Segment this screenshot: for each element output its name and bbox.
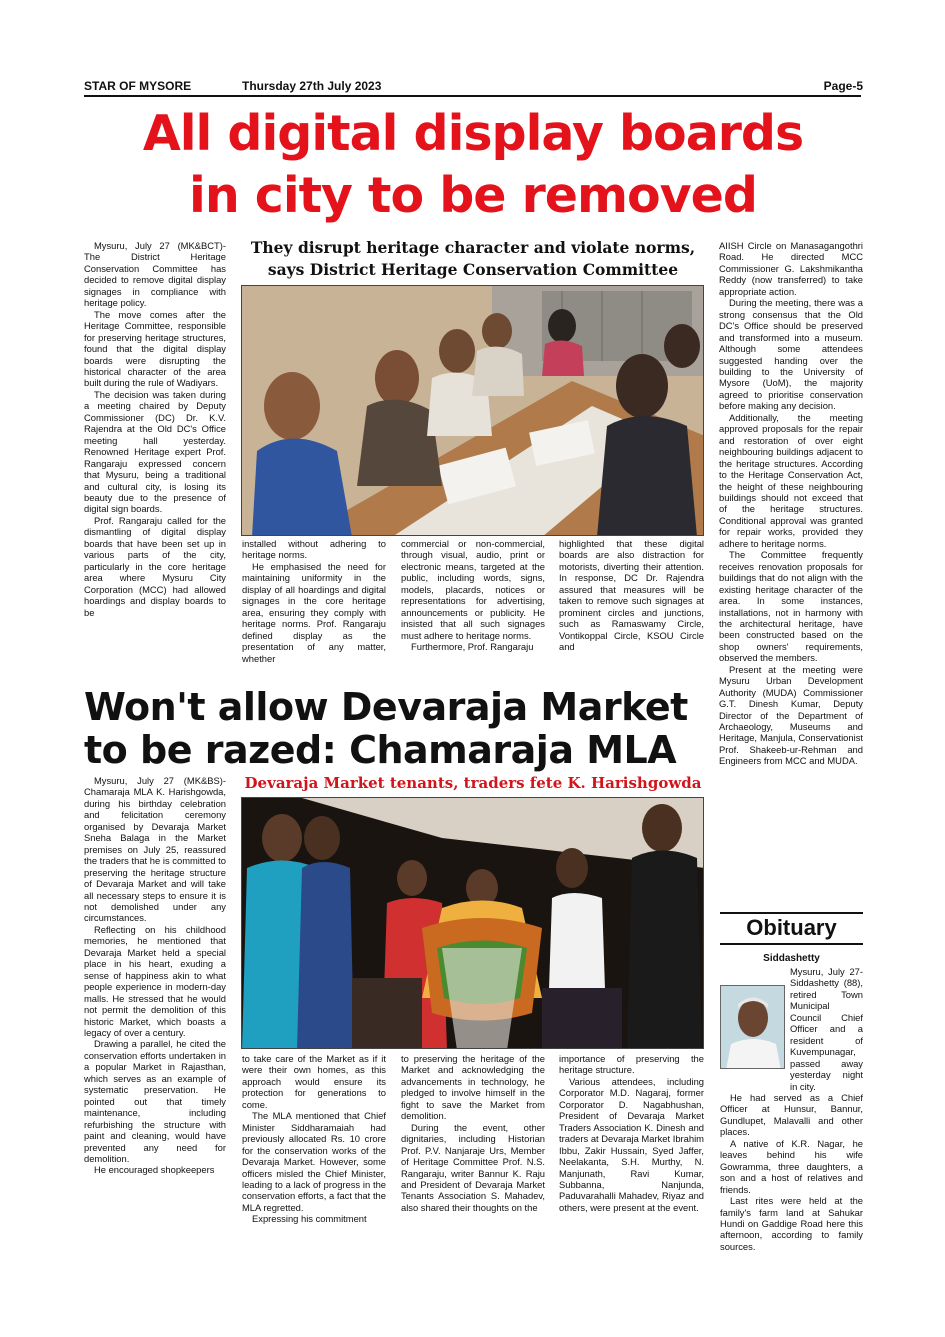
obituary-paragraph: He had served as a Chief Officer at Hunsur, Bannur, Gundlupet, Malavalli and other places. bbox=[720, 1091, 863, 1138]
paragraph: Various attendees, including Corporator M.D. Nagaraj, former Corporator D. Nagabhushan, President of Devaraja Market Traders Association K. Dinesh and traders at Devaraja Market Ibrahim Ibbu, Zakir Hussain, Syed Jaffer, Neelakanta, S.H. Murthy, N. Manjunath, Ravi Kumar, Subbanna, Nanjunda, Paduvarahalli Mahadev, Riyaz and others, were present at the event. bbox=[559, 1075, 704, 1213]
story2-column-3 bbox=[401, 1053, 545, 1213]
paper-name: STAR OF MYSORE bbox=[84, 79, 192, 93]
story1-column-2 bbox=[242, 538, 386, 664]
paragraph: commercial or non-commercial, through visual, audio, print or electronic means, targeted at the public, including words, signs, models, placards, notices or representations for advertising, announcements or publicity. He insisted that all such signages must adhere to heritage norms. bbox=[401, 538, 545, 641]
story1-subhead-line1: They disrupt heritage character and violate norms, bbox=[250, 238, 696, 257]
paragraph: to preserving the heritage of the Market and acknowledging the advancements in technology, he pledged to involve himself in the fight to save the Market from demolition. bbox=[401, 1053, 545, 1122]
story2-subhead: Devaraja Market tenants, traders fete K. Harishgowda bbox=[244, 774, 702, 792]
paragraph: Reflecting on his childhood memories, he mentioned that Devaraja Market held a special place in his heart, exuding a sense of happiness akin to what people experience in modern-day malls. He stressed that he would not permit the demolition of this historic Market, which boasts a legacy of over a century. bbox=[84, 923, 226, 1038]
story2-column-1 bbox=[84, 775, 226, 1176]
paragraph: Present at the meeting were Mysuru Urban Development Authority (MUDA) Commissioner G.T. Dinesh Kumar, Deputy Director of the Department of Archaeology, Museums and Heritage, Manjula, Conservationist Prof. Shakeeb-ur-Rehman and Engineers from MCC and MUDA. bbox=[719, 663, 863, 767]
paragraph: installed without adhering to heritage norms. bbox=[242, 538, 386, 561]
obituary-section-title: Obituary bbox=[746, 915, 837, 940]
obituary-name: Siddashetty bbox=[763, 953, 820, 964]
story1-subhead-line2: says District Heritage Conservation Committee bbox=[267, 260, 679, 279]
paragraph: He emphasised the need for maintaining uniformity in the display of all hoardings and digital signages in the core heritage area, ensuring they comply with heritage norms. Prof. Rangaraju defined display as the presentation of any matter, whether bbox=[242, 560, 386, 664]
paragraph: During the meeting, there was a strong consensus that the Old DC's Office should be preserved and transformed into a museum. Although some attendees suggested handing over the building to the University of Mysore (UoM), the majority agreed to prioritise conservation before making any decision. bbox=[719, 297, 863, 412]
felicitation-photo-illustration bbox=[242, 798, 704, 1049]
obituary-paragraph: Last rites were held at the family's farm land at Sahukar Hundi on Gaddige Road here this afternoon, according to family sources. bbox=[720, 1195, 863, 1252]
paragraph: importance of preserving the heritage structure. bbox=[559, 1053, 704, 1076]
story1-column-4 bbox=[559, 538, 704, 653]
story1-column-5 bbox=[719, 240, 863, 767]
story2-column-4 bbox=[559, 1053, 704, 1213]
obituary-bottom-rule bbox=[720, 943, 863, 945]
masthead-rule bbox=[84, 95, 861, 97]
paragraph: highlighted that these digital boards are also distraction for motorists, diverting their attention. In response, DC Dr. Rajendra assured that measures will be taken to remove such signages at prominent circles and junctions, such as Ramaswamy Circle, Vontikoppal Circle, KSOU Circle and bbox=[559, 538, 704, 653]
paragraph: Mysuru, July 27 (MK&BCT)- The District Heritage Conservation Committee has decided to remove digital display signages in compliance with heritage policy. bbox=[84, 240, 226, 309]
obituary-paragraph: A native of K.R. Nagar, he leaves behind his wife Gowramma, three daughters, a son and a host of relatives and friends. bbox=[720, 1137, 863, 1195]
obituary-lead: Mysuru, July 27- Siddashetty (88), retired Town Municipal Council Chief Officer and a resident of Kuvempunagar, passed away yesterday night in city. bbox=[790, 966, 863, 1092]
paragraph: Furthermore, Prof. Rangaraju bbox=[411, 641, 534, 653]
meeting-photo bbox=[241, 285, 704, 536]
paragraph: to take care of the Market as if it were their own homes, as this approach would ensure its protection for generations to come. bbox=[242, 1053, 386, 1110]
paragraph: Drawing a parallel, he cited the conservation efforts undertaken in a popular Market in Rajasthan, which serves as an example of systematic preservation. He pointed out that timely maintenance, including refurbishing the structure with paint and cleaning, would have prevented any need for demolition. bbox=[84, 1038, 226, 1164]
story1-headline-line1: All digital display boards bbox=[142, 105, 804, 162]
paragraph: The Committee frequently receives renovation proposals for buildings that do not align with the existing heritage character of the area. In some instances, installations, not in harmony with the architectural heritage, have been constructed based on the shop owners' requirements, observed the members. bbox=[719, 549, 863, 664]
obituary-text bbox=[720, 966, 863, 1252]
story1-column-3 bbox=[401, 538, 545, 653]
paragraph: During the event, other dignitaries, including Historian Prof. P.V. Nanjaraje Urs, Member of Heritage Committee Prof. N.S. Rangaraju, writer Bannur K. Raju and President of Devaraja Market Tenants Association S. Mahadev, also shared their thoughts on the bbox=[401, 1121, 545, 1213]
paragraph: The decision was taken during a meeting chaired by Deputy Commissioner (DC) Dr. K.V. Rajendra at the Old DC's Office meeting hall yesterday. Renowned Heritage expert Prof. Rangaraju expressed concern that Mysuru, being a traditional and cultural city, is losing its beauty due to the presence of digital sign boards. bbox=[84, 388, 226, 515]
felicitation-photo bbox=[241, 797, 704, 1049]
meeting-photo-illustration bbox=[242, 286, 704, 536]
issue-date: Thursday 27th July 2023 bbox=[242, 79, 382, 93]
story1-headline-line2: in city to be removed bbox=[189, 167, 757, 224]
obituary-top-rule bbox=[720, 912, 863, 914]
paragraph: Prof. Rangaraju called for the dismantling of digital display boards that have been set up in various parts of the city, particularly in the core heritage area where Mysuru City Corporation (MCC) had allowed hoardings and display boards to be bbox=[84, 514, 226, 618]
paragraph: The MLA mentioned that Chief Minister Siddharamaiah had previously allocated Rs. 10 crore for the conservation works of the Devaraja Market. However, some officers misled the Chief Minister, leading to a lack of progress in the conservation efforts, a fact that the MLA regretted. bbox=[242, 1110, 386, 1213]
paragraph: He encouraged shopkeepers bbox=[94, 1164, 215, 1176]
story2-headline-line2: to be razed: Chamaraja MLA bbox=[84, 728, 677, 772]
paragraph: Mysuru, July 27 (MK&BS)- Chamaraja MLA K. Harishgowda, during his birthday celebration and felicitation ceremony organised by Devaraja Market Sneha Balaga in the Market premises on July 25, reassured the traders that he is committed to preserving the heritage structure of Devaraja Market and will take all necessary steps to ensure it is not demolished under any circumstances. bbox=[84, 775, 226, 924]
paragraph: The move comes after the Heritage Committee, responsible for preserving heritage structures, found that the digital display boards were disrupting the historical character of the area built during the rule of Wadiyars. bbox=[84, 308, 226, 389]
paragraph: Expressing his commitment bbox=[252, 1213, 367, 1225]
story2-headline-line1: Won't allow Devaraja Market bbox=[84, 685, 688, 729]
page-number: Page-5 bbox=[823, 79, 863, 93]
paragraph: Additionally, the meeting approved proposals for the repair and restoration of over eight neighbouring buildings adjacent to the heritage structures. According to the Heritage Conservation Act, the height of these neighbouring buildings should not exceed that of the heritage structures. Conditional approval was granted for repair works, provided they adhere to heritage norms. bbox=[719, 411, 863, 549]
story2-column-2 bbox=[242, 1053, 386, 1225]
story1-column-1 bbox=[84, 240, 226, 618]
paragraph: AIISH Circle on Manasagangothri Road. He directed MCC Commissioner G. Lakshmikantha Reddy (now transferred) to take appropriate action. bbox=[719, 240, 863, 297]
